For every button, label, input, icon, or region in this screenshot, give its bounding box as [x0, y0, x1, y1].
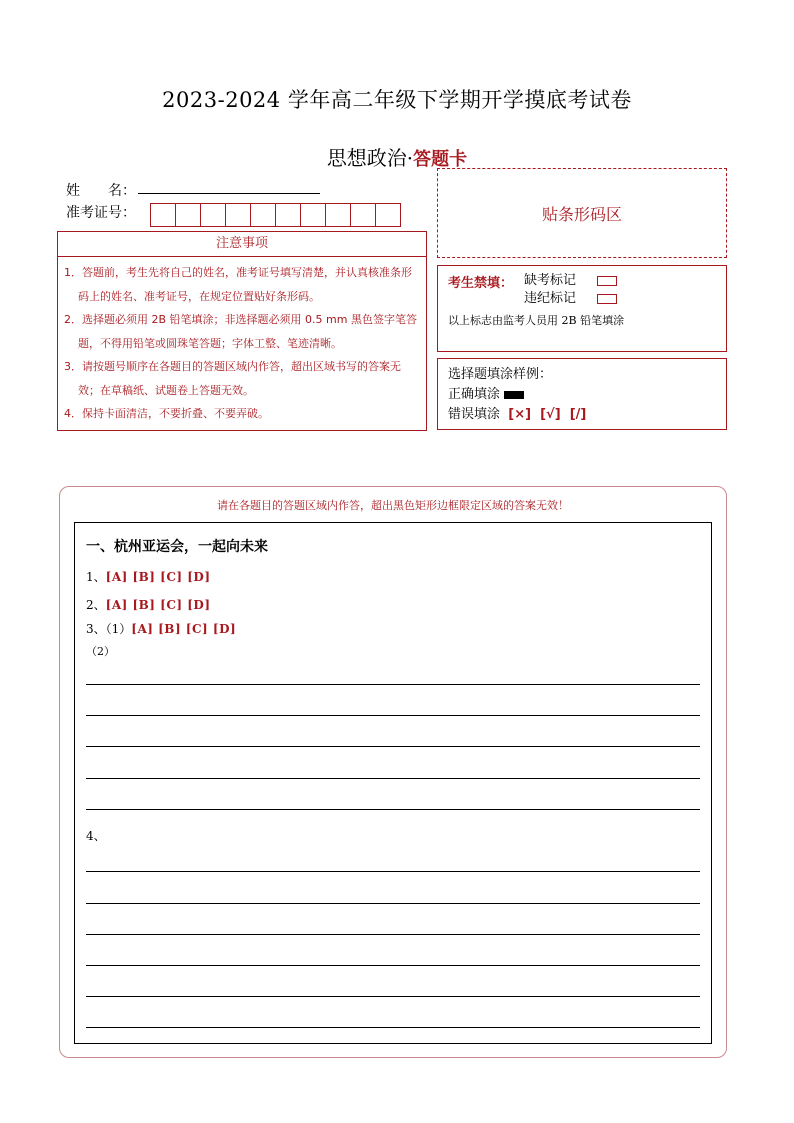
answer-card-label: 答题卡 [413, 149, 468, 170]
card-subtitle [0, 142, 794, 171]
wrong-fill-marks: [×] [√] [/] [508, 407, 587, 422]
notice-item: 1．答题前，考生先将自己的姓名，准考证号填写清楚，并认真核准条形码上的姓名、准考证号，在规定位置贴好条形码。 [64, 266, 412, 303]
notice-heading: 注意事项 [58, 232, 426, 257]
fill-sample-panel [437, 358, 727, 430]
notice-item: 2．选择题必须用 2B 铅笔填涂；非选择题必须用 0.5 mm 黑色签字笔答题，不得用铅笔或圆珠笔答题；字体工整、笔迹清晰。 [64, 313, 417, 350]
answer-line[interactable] [86, 965, 700, 966]
answer-line[interactable] [86, 684, 700, 685]
question-3 [86, 620, 236, 637]
exam-id-digit-box[interactable] [150, 203, 176, 227]
wrong-fill-label: 错误填涂 [448, 407, 501, 422]
choice-options[interactable]: [A] [B] [C] [D] [131, 622, 237, 636]
answer-warning: 请在各题目的答题区域内作答，超出黑色矩形边框限定区域的答案无效！ [217, 499, 569, 512]
exam-id-label: 准考证号： [66, 205, 136, 221]
notice-item: 3．请按题号顺序在各题目的答题区域内作答，超出区域书写的答案无效；在草稿纸、试题卷上答题无效。 [64, 360, 401, 397]
exam-id-digit-box[interactable] [275, 203, 301, 227]
choice-options[interactable]: [A] [B] [C] [D] [105, 570, 211, 584]
question-number: 2、 [86, 598, 106, 612]
answer-line[interactable] [86, 809, 700, 810]
exam-id-digit-box[interactable] [300, 203, 326, 227]
sample-heading: 选择题填涂样例： [448, 367, 553, 382]
exam-id-digit-box[interactable] [225, 203, 251, 227]
question-2 [86, 596, 211, 613]
answer-line[interactable] [86, 778, 700, 779]
absent-label: 缺考标记 [524, 273, 577, 288]
section-title: 一、杭州亚运会，一起向未来 [86, 539, 268, 555]
exam-title: 2023-2024 学年高二年级下学期开学摸底考试卷 [162, 88, 632, 112]
correct-fill-mark [504, 391, 524, 399]
answer-line[interactable] [86, 996, 700, 997]
answer-line[interactable] [86, 1027, 700, 1028]
name-label: 姓 名： [66, 183, 136, 199]
notice-item: 4．保持卡面清洁，不要折叠、不要弄破。 [64, 407, 269, 420]
exam-id-digit-box[interactable] [175, 203, 201, 227]
name-field[interactable] [138, 193, 320, 194]
violation-label: 违纪标记 [524, 291, 577, 306]
question-3-part-2: （2） [86, 645, 115, 658]
prohibit-note: 以上标志由监考人员用 2B 铅笔填涂 [448, 314, 625, 327]
notice-panel [57, 231, 427, 431]
exam-id-digit-box[interactable] [350, 203, 376, 227]
answer-line[interactable] [86, 871, 700, 872]
answer-line[interactable] [86, 746, 700, 747]
answer-line[interactable] [86, 715, 700, 716]
barcode-label: 贴条形码区 [541, 204, 622, 224]
exam-id-digit-box[interactable] [200, 203, 226, 227]
question-4-number: 4、 [86, 829, 106, 843]
subject-name: 思想政治· [326, 146, 414, 170]
barcode-area [437, 168, 727, 258]
question-1 [86, 568, 211, 585]
prohibit-panel [437, 265, 727, 352]
exam-id-digit-box[interactable] [325, 203, 351, 227]
choice-options[interactable]: [A] [B] [C] [D] [105, 598, 211, 612]
question-number: 1、 [86, 570, 106, 584]
prohibit-label: 考生禁填： [448, 276, 514, 291]
answer-line[interactable] [86, 903, 700, 904]
answer-line[interactable] [86, 934, 700, 935]
exam-id-digit-box[interactable] [250, 203, 276, 227]
question-number: 3、（1） [86, 622, 132, 636]
correct-fill-label: 正确填涂 [448, 387, 501, 402]
exam-id-boxes[interactable] [150, 203, 400, 227]
violation-mark-box[interactable] [597, 294, 617, 304]
absent-mark-box[interactable] [597, 276, 617, 286]
exam-id-digit-box[interactable] [375, 203, 401, 227]
